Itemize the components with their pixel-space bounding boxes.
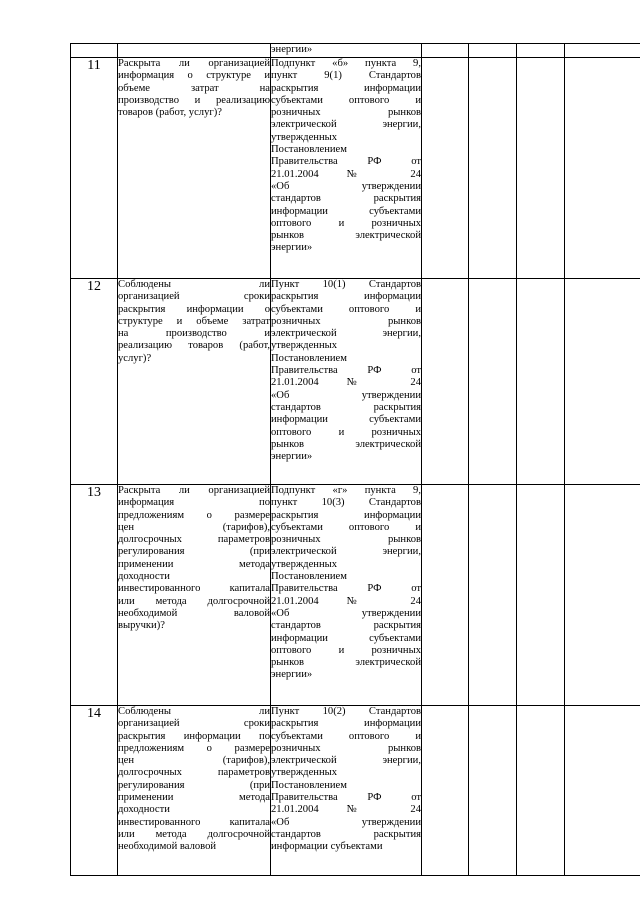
reference-line: субъектами оптового и <box>271 94 421 106</box>
question-line: необходимой валовой <box>118 841 217 853</box>
reference-line: оптового и розничных <box>271 644 421 656</box>
answer-cell[interactable] <box>517 485 565 706</box>
answer-cell[interactable] <box>517 44 565 58</box>
answer-cell[interactable] <box>422 706 469 876</box>
question-line: организацией сроки <box>118 291 270 303</box>
reference-line: субъектами оптового и <box>271 303 421 315</box>
reference-line: информации субъектами <box>271 205 421 217</box>
reference-line: «Об утверждении <box>271 816 421 828</box>
checklist-table <box>70 43 640 876</box>
reference-line: оптового и розничных <box>271 217 421 229</box>
question-line: на производство и <box>118 328 270 340</box>
reference-line: Пункт 10(1) Стандартов <box>271 279 421 290</box>
question-line: предложениям о размере <box>118 742 270 754</box>
question-line: инвестированного капитала <box>118 583 270 595</box>
question-cell <box>118 279 271 485</box>
row-number: 13 <box>71 485 118 706</box>
question-line: регулирования (при <box>118 546 270 558</box>
reference-line: розничных рынков <box>271 107 421 119</box>
question-line: или метода долгосрочной <box>118 828 270 840</box>
reference-line: стандартов раскрытия <box>271 401 421 413</box>
question-line: информация по <box>118 497 270 509</box>
reference-line: энергии» <box>271 451 313 463</box>
reference-line: Правительства РФ от <box>271 792 421 804</box>
reference-line: утвержденных <box>271 767 338 779</box>
question-line: объеме затрат на <box>118 82 270 94</box>
question-line: или метода долгосрочной <box>118 595 270 607</box>
answer-cell[interactable] <box>422 58 469 279</box>
reference-line: Постановлением <box>271 571 347 583</box>
reference-line: субъектами оптового и <box>271 730 421 742</box>
reference-line: оптового и розничных <box>271 426 421 438</box>
reference-line: Пункт 10(2) Стандартов <box>271 706 421 717</box>
answer-cell[interactable] <box>422 44 469 58</box>
question-cell <box>118 706 271 876</box>
reference-line: Правительства РФ от <box>271 156 421 168</box>
answer-cell[interactable] <box>469 485 517 706</box>
reference-line: раскрытия информации <box>271 509 421 521</box>
legal-reference-cell <box>271 279 422 485</box>
row-number: 14 <box>71 706 118 876</box>
question-cell <box>118 44 271 58</box>
question-line: доходности <box>118 571 170 583</box>
reference-line: информации субъектами <box>271 841 383 853</box>
answer-cell[interactable] <box>565 279 640 485</box>
reference-line: рынков электрической <box>271 438 421 450</box>
reference-line: рынков электрической <box>271 230 421 242</box>
question-line: цен (тарифов), <box>118 521 270 533</box>
reference-line: пункт 10(3) Стандартов <box>271 497 421 509</box>
answer-cell[interactable] <box>565 44 640 58</box>
answer-cell[interactable] <box>469 58 517 279</box>
question-line: товаров (работ, услуг)? <box>118 107 222 119</box>
reference-line: электрической энергии, <box>271 119 421 131</box>
answer-cell[interactable] <box>565 706 640 876</box>
answer-cell[interactable] <box>469 279 517 485</box>
answer-cell[interactable] <box>565 58 640 279</box>
question-line: раскрытия информации о <box>118 303 270 315</box>
table-row <box>71 44 640 58</box>
question-line: долгосрочных параметров <box>118 534 270 546</box>
reference-line: раскрытия информации <box>271 82 421 94</box>
question-line: раскрытия информации по <box>118 730 270 742</box>
reference-line: «Об утверждении <box>271 389 421 401</box>
reference-line: стандартов раскрытия <box>271 193 421 205</box>
question-line: необходимой валовой <box>118 607 270 619</box>
question-line: Соблюдены ли <box>118 279 270 290</box>
reference-line: субъектами оптового и <box>271 521 421 533</box>
row-number <box>71 44 118 58</box>
answer-cell[interactable] <box>469 706 517 876</box>
reference-line: «Об утверждении <box>271 180 421 192</box>
reference-line: 21.01.2004 № 24 <box>271 377 421 389</box>
question-line: регулирования (при <box>118 779 270 791</box>
legal-reference-cell <box>271 58 422 279</box>
question-line: Раскрыта ли организацией <box>118 485 270 496</box>
reference-line: 21.01.2004 № 24 <box>271 804 421 816</box>
question-cell <box>118 485 271 706</box>
question-line: реализацию товаров (работ, <box>118 340 270 352</box>
answer-cell[interactable] <box>517 58 565 279</box>
reference-line: Постановлением <box>271 144 347 156</box>
question-line: применении метода <box>118 558 270 570</box>
reference-line: раскрытия информации <box>271 291 421 303</box>
reference-line: пункт 9(1) Стандартов <box>271 70 421 82</box>
reference-line: утвержденных <box>271 558 338 570</box>
reference-line: розничных рынков <box>271 315 421 327</box>
legal-reference-cell <box>271 44 422 58</box>
reference-line: электрической энергии, <box>271 328 421 340</box>
question-line: долгосрочных параметров <box>118 767 270 779</box>
reference-line: Постановлением <box>271 779 347 791</box>
answer-cell[interactable] <box>517 279 565 485</box>
reference-line: розничных рынков <box>271 742 421 754</box>
question-line: организацией сроки <box>118 718 270 730</box>
reference-line: Постановлением <box>271 352 347 364</box>
table-row <box>71 58 640 279</box>
reference-line: стандартов раскрытия <box>271 620 421 632</box>
reference-line: 21.01.2004 № 24 <box>271 595 421 607</box>
reference-line: энергии» <box>271 44 313 55</box>
legal-reference-cell <box>271 485 422 706</box>
question-line: информация о структуре и <box>118 70 270 82</box>
table-body <box>71 44 640 876</box>
question-line: структуре и объеме затрат <box>118 315 270 327</box>
answer-cell[interactable] <box>422 279 469 485</box>
answer-cell[interactable] <box>422 485 469 706</box>
reference-line: утвержденных <box>271 340 338 352</box>
reference-line: Подпункт «г» пункта 9, <box>271 485 421 496</box>
answer-cell[interactable] <box>517 706 565 876</box>
legal-reference-cell <box>271 706 422 876</box>
answer-cell[interactable] <box>469 44 517 58</box>
question-line: предложениям о размере <box>118 509 270 521</box>
question-line: Соблюдены ли <box>118 706 270 717</box>
reference-line: энергии» <box>271 242 313 254</box>
question-line: инвестированного капитала <box>118 816 270 828</box>
reference-line: раскрытия информации <box>271 718 421 730</box>
question-line: Раскрыта ли организацией <box>118 58 270 69</box>
reference-line: Подпункт «б» пункта 9, <box>271 58 421 69</box>
reference-line: энергии» <box>271 669 313 681</box>
question-line: применении метода <box>118 792 270 804</box>
table-row <box>71 706 640 876</box>
question-line: производство и реализацию <box>118 94 270 106</box>
reference-line: 21.01.2004 № 24 <box>271 168 421 180</box>
reference-line: информации субъектами <box>271 632 421 644</box>
row-number: 11 <box>71 58 118 279</box>
reference-line: электрической энергии, <box>271 755 421 767</box>
reference-line: электрической энергии, <box>271 546 421 558</box>
reference-line: Правительства РФ от <box>271 365 421 377</box>
question-cell <box>118 58 271 279</box>
reference-line: стандартов раскрытия <box>271 828 421 840</box>
reference-line: утвержденных <box>271 131 338 143</box>
table-row <box>71 279 640 485</box>
question-line: цен (тарифов), <box>118 755 270 767</box>
reference-line: Правительства РФ от <box>271 583 421 595</box>
question-line: услуг)? <box>118 352 152 364</box>
row-number: 12 <box>71 279 118 485</box>
table-row <box>71 485 640 706</box>
answer-cell[interactable] <box>565 485 640 706</box>
question-line: доходности <box>118 804 170 816</box>
reference-line: «Об утверждении <box>271 607 421 619</box>
reference-line: розничных рынков <box>271 534 421 546</box>
reference-line: информации субъектами <box>271 414 421 426</box>
question-line: выручки)? <box>118 620 165 632</box>
reference-line: рынков электрической <box>271 657 421 669</box>
